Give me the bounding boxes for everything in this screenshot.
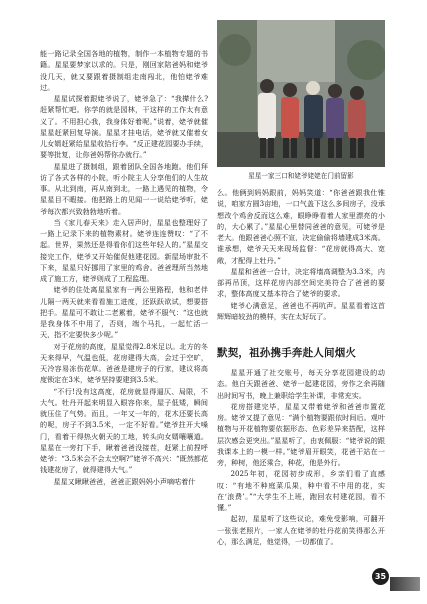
article-column-left xyxy=(40,48,208,487)
article-paragraph: 星星又瞅瞅爸爸，爸爸正跟妈妈小声嘀咕着什 xyxy=(53,476,196,486)
family-photo-illustration xyxy=(217,20,385,167)
article-paragraph: 花房搭建完毕，星星又带着姥爷和爸爸市置花房。姥爷又提了意见：“满个植物要跟依时间后。观叶植物与开花植物要依据形态、色彩差异来搭配，这样层次感会更突出。”星星听了，由衷佩服：“姥爷说的跟我课本上的一模一样。”姥爷眉开眼笑，花爸干站在一旁，种树，他还乘合，种花，他是外行。 xyxy=(217,401,385,467)
article-paragraph: 星星试探着跟姥爷说了，姥爷急了：“我撵什么?赶紧帮忙吧。你学的就是园林，干这样的工作太有意义了。不用担心我，我身体好着呢。”说着，姥爷就催星星赶紧回复导演。星星才挂电话，姥爷就又催着女儿女婿赶紧给星星收拾行李。“反正建花园要办手续，要等批复，让你爸妈帮你办就行。” xyxy=(40,94,208,160)
article-paragraph: 星星开通了社交账号，每天分享花园建设的动态。他白天跟爸爸、姥爷一起建花园，旁作之余再随出时间写书，晚上兼职给学生补课，非常充实。 xyxy=(217,368,385,400)
article-paragraph: 么。他俩到妈妈跟前，妈妈笑道：“你爸爸跟我仕锥说，咱家方圆3亩地，一口气盖下这么多间房子，没承想改个鸡舍反而这么难，眼睁睁看着人家里漂亮的小的，大心累了。”星星心里替同爸爸的意见，可姥爷是老大。他跟爸爸心照不宣，决定偷偷将墙建成3米高。谁承想，姥爷天天来现场监督：“花房就得高大、宽敞，才配得上牡丹。” xyxy=(217,188,385,265)
article-paragraph: 2025年初，花园初步成形，乡亲们看了直感叹：“有地不种庭菜瓜果，种中看不中用的花，实在‘浪费’。”“大学生不上班，跑回农村建花园，看不懂。” xyxy=(217,469,385,512)
photo-caption: 星星一家三口和姥爷姥姥在门前留影 xyxy=(248,172,354,180)
article-column-right-top xyxy=(217,187,385,322)
article-column-right-bottom xyxy=(217,367,385,547)
article-paragraph: 星星进了摄制组，跟着团队全国各地跑。他们拜访了各式各样的小院，听小院主人分享他们的人生故事。从北到南，再从南到北，一路上遇见的植物，令星星目不暇接。他把路上的见闻一一说给姥爷听，姥爷每次都兴致勃勃地听着。 xyxy=(40,161,208,216)
article-paragraph: 起初，星星听了这些议论，难免受影响，可翻开一张张老照片，一家人在姥爷的牡丹花前笑得那么开心，那么满足，他觉得，一切都值了。 xyxy=(217,514,385,546)
article-paragraph: 姥爷的住处离星星家有一两公里路程，他和老伴儿隔一两天就来看看施工进度，还跃跃欲试，想要搭把手。星星可不敢让二老累着，姥爷不服气：“这也就是我身体不中用了，否则，端个马扎，一起忙活一天，指不定要快多少呢。” xyxy=(40,285,208,340)
article-paragraph: 星星和爸爸一合计，决定将墙高调整为3.3米，内部再吊顶，这样花房内部空间完美符合了爸爸的要求，整体高度又基本符合了姥爷的要求。 xyxy=(217,266,385,299)
page-corner-decoration xyxy=(390,577,420,591)
article-paragraph: 姥爷心满意足，爸爸也不再吭声。星星看着这首辉辉暗较劲的模样，实在太好玩了。 xyxy=(217,300,385,321)
section-heading: 默契，祖孙携手奔赴人间烟火 xyxy=(217,347,357,359)
article-paragraph: “不行!没有这高度，花房就显得逼仄、局限，不大气。牡丹开起来明显入眼容你来，屋子低矮，瞬间就压住了气势。而且，一年又一年的，花木还要长高的呢，房子不到3.5米，一定不好看。”姥爷拄开大嗓门，看着干得热火朝天的工地，转头向女婿嚷嚷道。星星在一旁打下手，瞅着爸爸没接茬，赶紧上前捏呼姥爷：“3.5米会不会太空啊?”姥爷不高兴：“既然都花钱建花房了，就得建得大气。” xyxy=(40,386,208,475)
article-paragraph: 能一路记录全国各地的植物，制作一本植物专题的书籍。星星要梦家以求的。只是，刚回家陪爸妈和姥爷没几天，就又要跟着摄制组走南闯北，他怕姥爷难过。 xyxy=(40,49,208,92)
article-paragraph: 当《家儿春天来》走入居声时，星星也整理好了一路上记录下来的植物素材。姥爷连连赞叹：“了不起。世界，果然还是得看你们这些年轻人的。”星星交接完工作，姥爷又开始催促他建花园。新屋场审批不下来，星星只好挪用了家里的鸡舍。爸爸理所当然地成了施工方，姥爷则成了工程监理。 xyxy=(40,217,208,283)
family-photo xyxy=(217,20,385,167)
article-paragraph: 对于花房的高度，星星觉得2.8米足以。北方的冬天来得早，气温也低，花房建得大高，会过于空旷，天冷容易冻伤花草。爸爸是建房子的行家，建议将高度锁定在3米，姥爷坚持要建到3.5米。 xyxy=(40,341,208,385)
page-number: 35 xyxy=(372,568,389,585)
